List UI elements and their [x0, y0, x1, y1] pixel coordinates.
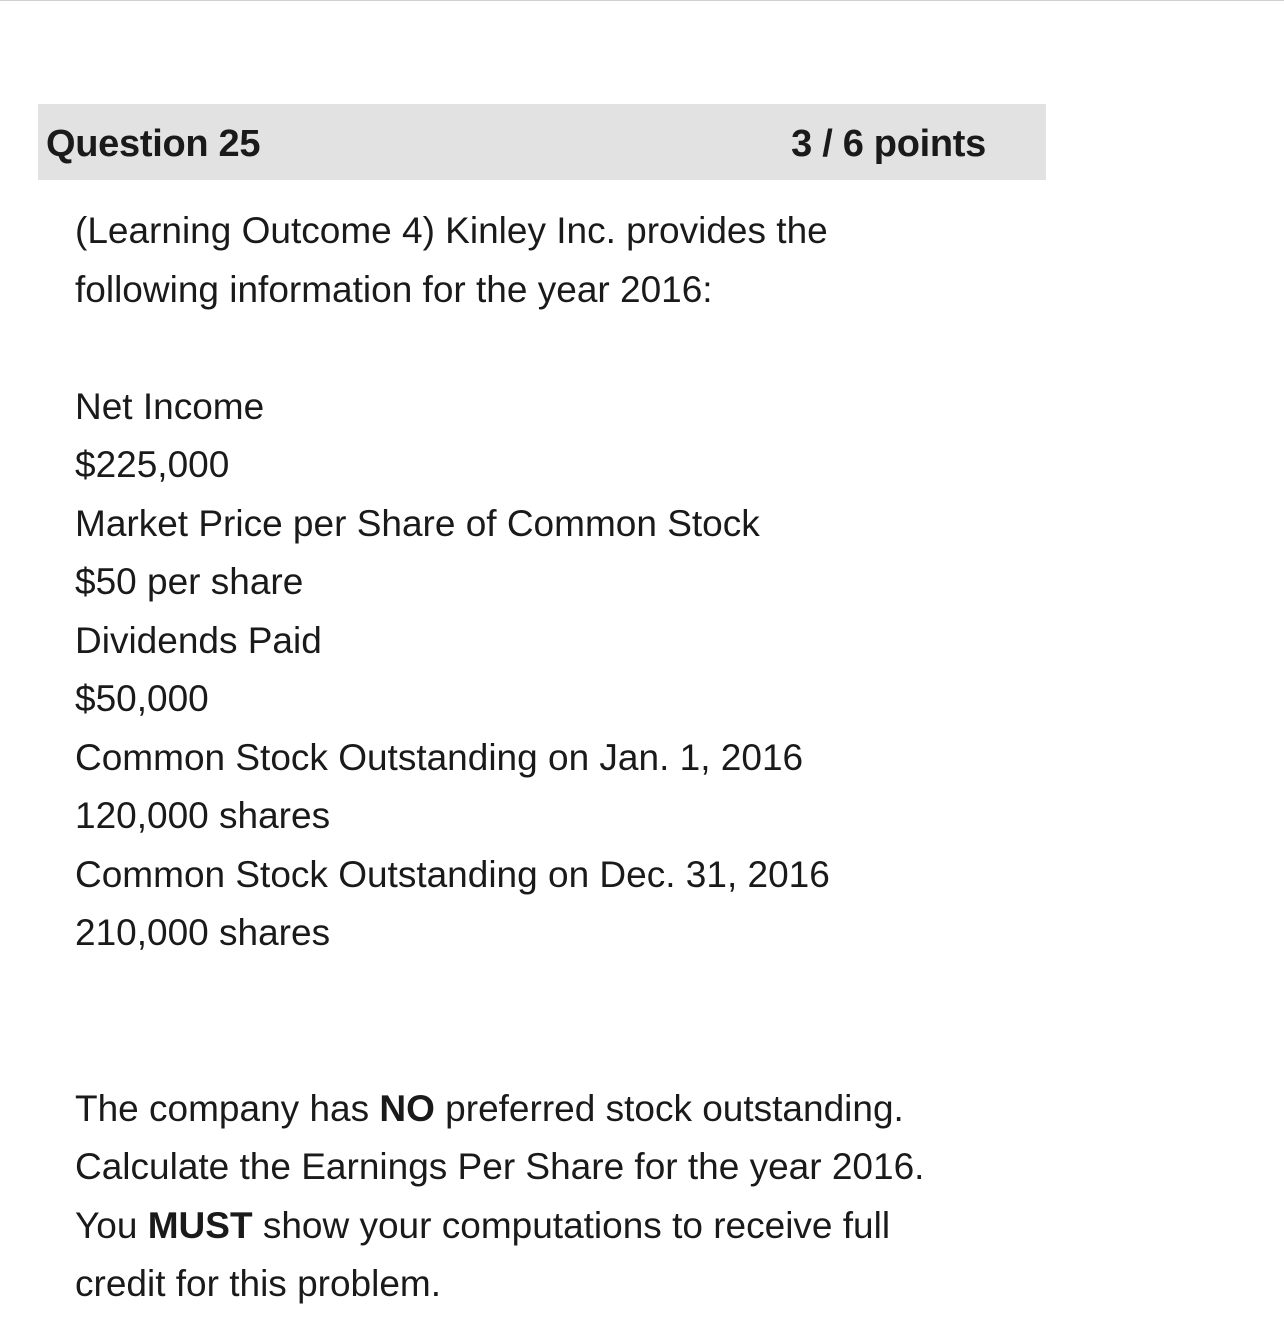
- intro-line-2: following information for the year 2016:: [75, 268, 713, 310]
- data-value-market-price: $50 per share: [75, 561, 304, 602]
- question-title: Question 25: [46, 123, 261, 165]
- data-value-stock-jan: 120,000 shares: [75, 795, 331, 836]
- instructions-line-1: [75, 1080, 1055, 1139]
- instructions-line-3-end: show your computations to receive full: [252, 1204, 891, 1246]
- question-header: [38, 104, 1046, 180]
- instructions-text: [75, 1080, 1055, 1314]
- data-value-stock-dec: 210,000 shares: [75, 912, 331, 953]
- intro-text: [75, 202, 1055, 319]
- instructions-line-1-start: The company has: [75, 1087, 380, 1129]
- question-body: [75, 202, 1055, 1314]
- emphasis-no: NO: [379, 1087, 435, 1129]
- financial-data-list: [75, 378, 1055, 963]
- data-value-net-income: $225,000: [75, 444, 230, 485]
- instructions-line-4: credit for this problem.: [75, 1263, 442, 1304]
- top-divider: [0, 0, 1284, 1]
- emphasis-must: MUST: [147, 1204, 253, 1246]
- data-label-stock-jan: Common Stock Outstanding on Jan. 1, 2016: [75, 736, 804, 778]
- instructions-line-2: Calculate the Earnings Per Share for the year 2016.: [75, 1146, 925, 1187]
- intro-line-1: (Learning Outcome 4) Kinley Inc. provides the: [75, 210, 828, 251]
- instructions-line-3-start: You: [75, 1204, 148, 1246]
- instructions-line-1-end: preferred stock outstanding.: [434, 1087, 904, 1129]
- question-points: 3 / 6 points: [791, 123, 986, 165]
- data-label-stock-dec: Common Stock Outstanding on Dec. 31, 2016: [75, 853, 830, 895]
- data-value-dividends: $50,000: [75, 678, 209, 719]
- instructions-line-3: [75, 1197, 1055, 1256]
- data-label-market-price: Market Price per Share of Common Stock: [75, 502, 760, 544]
- data-label-dividends: Dividends Paid: [75, 619, 322, 661]
- data-label-net-income: Net Income: [75, 385, 265, 427]
